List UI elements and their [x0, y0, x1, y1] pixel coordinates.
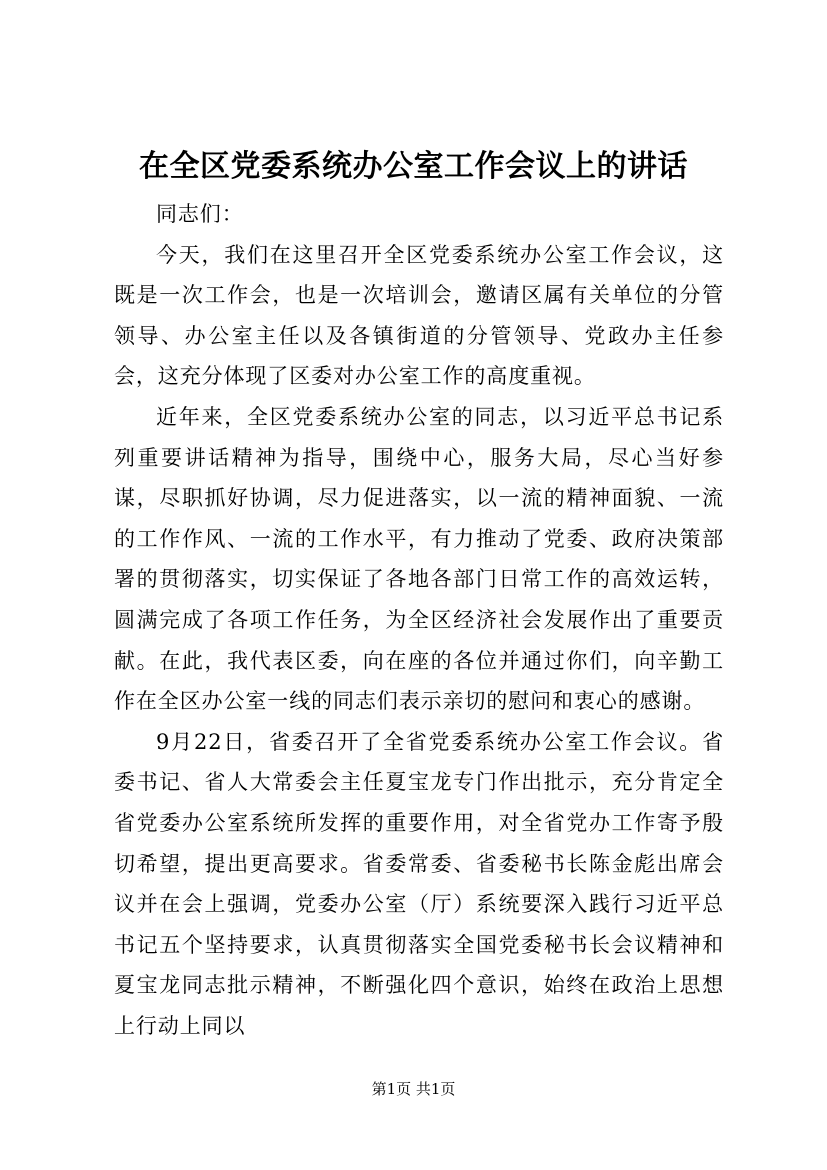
paragraph-2: 近年来，全区党委系统办公室的同志，以习近平总书记系列重要讲话精神为指导，围绕中心，服务大局，尽心当好参谋，尽职抓好协调，尽力促进落实，以一流的精神面貌、一流的工作作风、一流的工作水平，有力推动了党委、政府决策部署的贯彻落实，切实保证了各地各部门日常工作的高效运转，圆满完成了各项工作任务，为全区经济社会发展作出了重要贡献。在此，我代表区委，向在座的各位并通过你们，向辛勤工作在全区办公室一线的同志们表示亲切的慰问和衷心的感谢。	[114, 404, 724, 714]
paragraph-1: 今天，我们在这里召开全区党委系统办公室工作会议，这既是一次工作会，也是一次培训会，邀请区属有关单位的分管领导、办公室主任以及各镇街道的分管领导、党政办主任参会，这充分体现了区委对办公室工作的高度重视。	[114, 242, 724, 389]
paragraph-3: 9月22日，省委召开了全省党委系统办公室工作会议。省委书记、省人大常委会主任夏宝龙专门作出批示，充分肯定全省党委办公室系统所发挥的重要作用，对全省党办工作寄予殷切希望，提出更高要求。省委常委、省委秘书长陈金彪出席会议并在会上强调，党委办公室（厅）系统要深入践行习近平总书记五个坚持要求，认真贯彻落实全国党委秘书长会议精神和夏宝龙同志批示精神，不断强化四个意识，始终在政治上思想上行动上同以	[114, 729, 724, 1038]
page-footer: 第1页 共1页	[371, 1080, 456, 1098]
document-body	[114, 194, 724, 1046]
salutation: 同志们：	[156, 202, 244, 226]
document-title: 在全区党委系统办公室工作会议上的讲话	[139, 149, 688, 184]
